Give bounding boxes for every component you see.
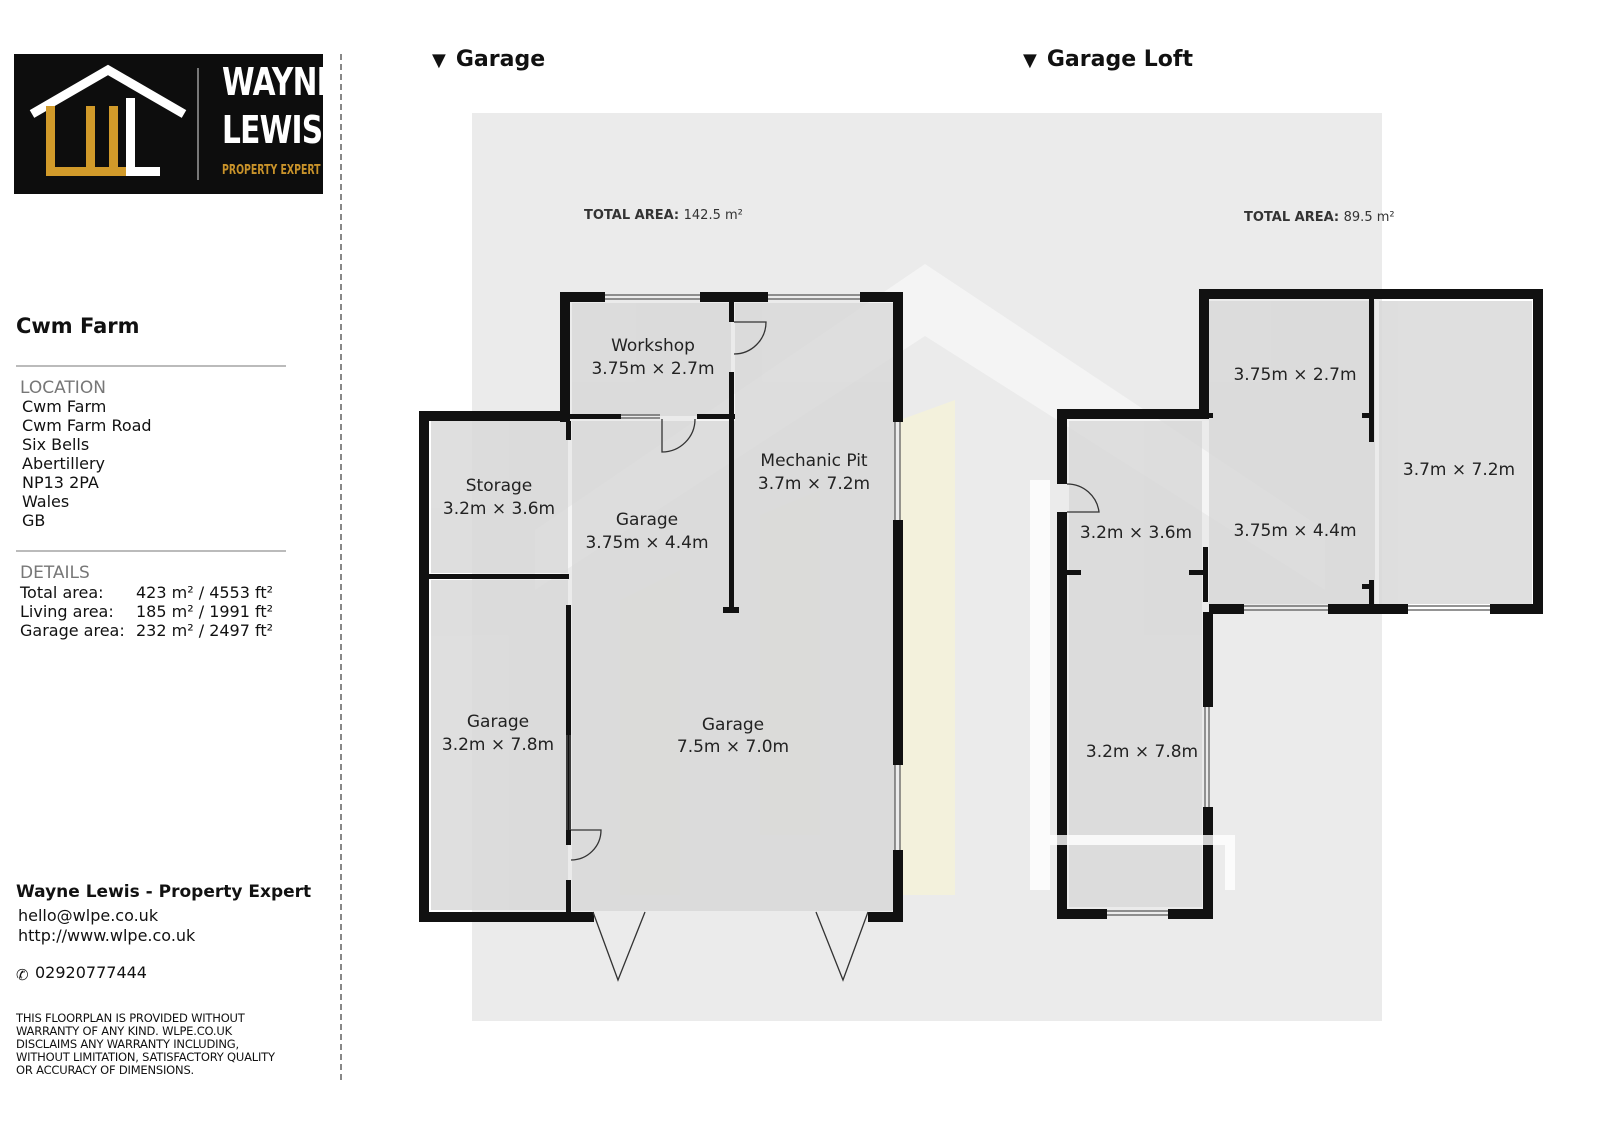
detail-label: Total area: xyxy=(20,583,104,602)
total-area-value: 142.5 m² xyxy=(683,208,743,223)
room-size: 3.7m × 7.2m xyxy=(757,474,871,494)
agent-email[interactable]: hello@wlpe.co.uk xyxy=(18,906,159,925)
floor-title-text: Garage xyxy=(455,47,546,72)
floor-title-text: Garage Loft xyxy=(1046,47,1193,72)
room-name: Storage xyxy=(465,476,533,496)
room-name: Garage xyxy=(615,510,679,530)
agent-website[interactable]: http://www.wlpe.co.uk xyxy=(18,926,196,945)
location-line: Cwm Farm xyxy=(22,397,107,416)
room-size: 3.75m × 4.4m xyxy=(1233,521,1357,541)
logo-name-line1: WAYNE xyxy=(222,60,337,104)
location-label: LOCATION xyxy=(20,378,106,398)
detail-label: Living area: xyxy=(20,602,114,621)
detail-value: 185 m² / 1991 ft² xyxy=(136,602,274,621)
detail-label: Garage area: xyxy=(20,621,125,640)
location-line: NP13 2PA xyxy=(22,473,99,492)
room-size: 3.2m × 7.8m xyxy=(441,735,555,755)
property-title: Cwm Farm xyxy=(16,314,140,338)
detail-value: 423 m² / 4553 ft² xyxy=(136,583,274,602)
room-size: 7.5m × 7.0m xyxy=(676,737,790,757)
room-size: 3.75m × 2.7m xyxy=(591,359,715,379)
room-size: 3.2m × 3.6m xyxy=(1079,523,1193,543)
location-line: GB xyxy=(22,511,46,530)
room-name: Workshop xyxy=(611,336,695,356)
details-label: DETAILS xyxy=(20,563,90,583)
logo-name-line2: LEWIS xyxy=(222,108,323,152)
total-area-label: TOTAL AREA: xyxy=(584,208,680,223)
agent-name: Wayne Lewis - Property Expert xyxy=(16,882,312,902)
location-line: Abertillery xyxy=(22,454,106,473)
location-line: Six Bells xyxy=(22,435,90,454)
total-area-label: TOTAL AREA: xyxy=(1244,210,1340,225)
watermark-letter xyxy=(900,400,955,895)
room-size: 3.75m × 2.7m xyxy=(1233,365,1357,385)
collapse-triangle-icon: ▼ xyxy=(1023,50,1037,71)
room-size: 3.75m × 4.4m xyxy=(585,533,709,553)
room-size: 3.7m × 7.2m xyxy=(1402,460,1516,480)
location-line: Cwm Farm Road xyxy=(22,416,152,435)
agent-phone[interactable]: 02920777444 xyxy=(35,963,147,982)
logo-tagline: PROPERTY EXPERT xyxy=(222,163,321,178)
disclaimer: THIS FLOORPLAN IS PROVIDED WITHOUT WARRANTY OF ANY KIND. WLPE.CO.UK DISCLAIMS ANY WARRANTY INCLUDING, WITHOUT LIMITATION, SATISFACTORY QUALITY OR ACCURACY OF DIMENSIONS. xyxy=(16,1011,275,1077)
phone-icon: ✆ xyxy=(16,966,29,984)
room-size: 3.2m × 7.8m xyxy=(1085,742,1199,762)
room-name: Garage xyxy=(701,715,765,735)
location-line: Wales xyxy=(22,492,70,511)
garage-total-area xyxy=(584,208,743,223)
loft-total-area xyxy=(1244,210,1395,225)
room-name: Garage xyxy=(466,712,530,732)
total-area-value: 89.5 m² xyxy=(1343,210,1395,225)
detail-value: 232 m² / 2497 ft² xyxy=(136,621,274,640)
room-size: 3.2m × 3.6m xyxy=(442,499,556,519)
watermark-letter xyxy=(1030,480,1050,890)
room-name: Mechanic Pit xyxy=(760,451,868,471)
collapse-triangle-icon: ▼ xyxy=(432,50,446,71)
